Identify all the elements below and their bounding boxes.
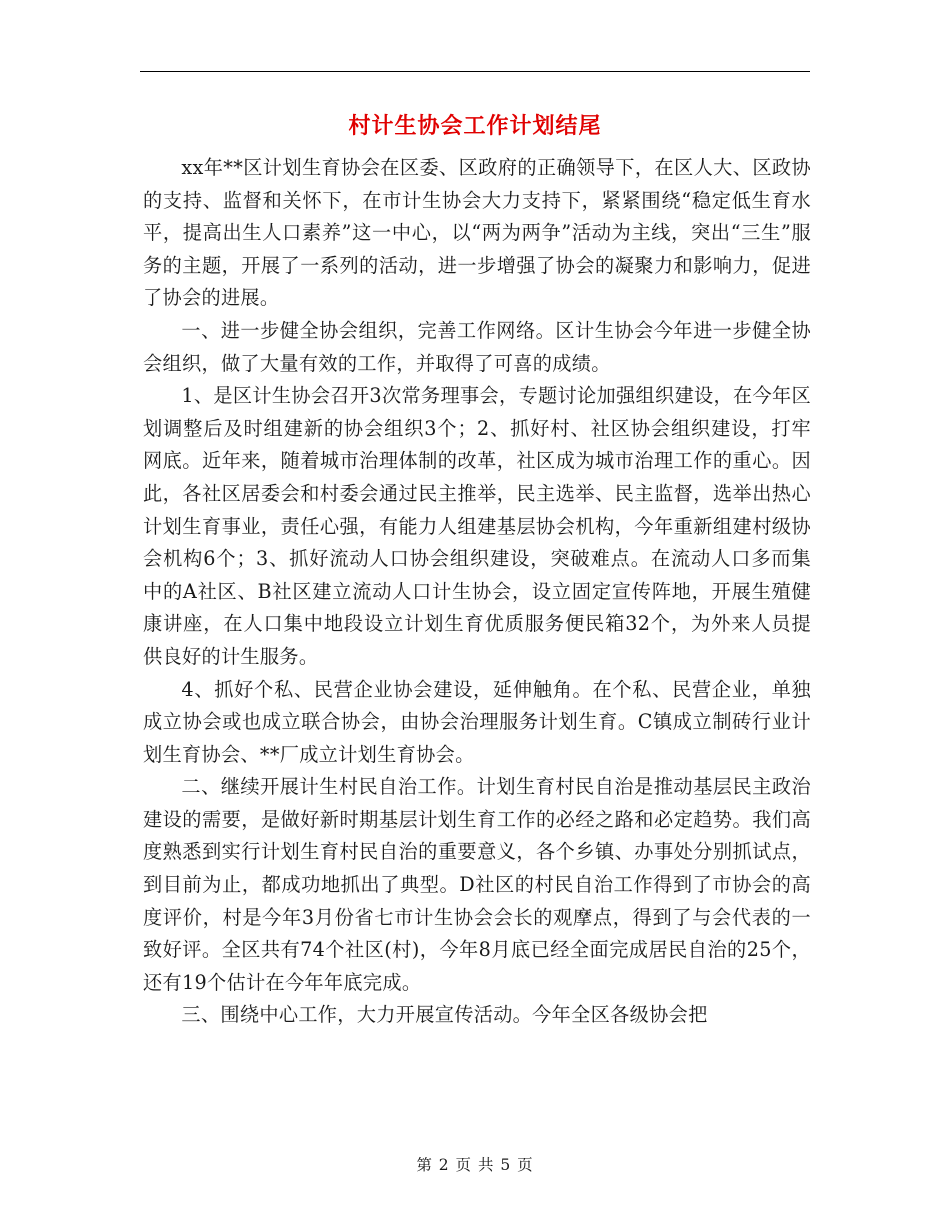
paragraph: xx年**区计划生育协会在区委、区政府的正确领导下，在区人大、区政协的支持、监督和关怀下，在市计生协会大力支持下，紧紧围绕“稳定低生育水平，提高出生人口素养”这一中心，以“两为两争”活动为主线，突出“三生”服务的主题，开展了一系列的活动，进一步增强了协会的凝聚力和影响力，促进了协会的进展。 bbox=[143, 156, 811, 310]
page-number-footer: 第 2 页 共 5 页 bbox=[416, 1156, 534, 1174]
paragraph: 1、是区计生协会召开3次常务理事会，专题讨论加强组织建设，在今年区划调整后及时组建新的协会组织3个；2、抓好村、社区协会组织建设，打牢网底。近年来，随着城市治理体制的改革，社区成为城市治理工作的重心。因此，各社区居委会和村委会通过民主推举，民主选举、民主监督，选举出热心计划生育事业，责任心强，有能力人组建基层协会机构，今年重新组建村级协会机构6个；3、抓好流动人口协会组织建设，突破难点。在流动人口多而集中的A社区、B社区建立流动人口计生协会，设立固定宣传阵地，开展生殖健康讲座，在人口集中地段设立计划生育优质服务便民箱32个，为外来人员提供良好的计生服务。 bbox=[143, 384, 811, 668]
document-title: 村计生协会工作计划结尾 bbox=[348, 113, 602, 139]
paragraph: 三、围绕中心工作，大力开展宣传活动。今年全区各级协会把 bbox=[181, 1003, 708, 1027]
paragraph: 4、抓好个私、民营企业协会建设，延伸触角。在个私、民营企业，单独成立协会或也成立联合协会，由协会治理服务计划生育。C镇成立制砖行业计划生育协会、**厂成立计划生育协会。 bbox=[143, 677, 811, 766]
paragraph: 二、继续开展计生村民自治工作。计划生育村民自治是推动基层民主政治建设的需要，是做好新时期基层计划生育工作的必经之路和必定趋势。我们高度熟悉到实行计划生育村民自治的重要意义，各个乡镇、办事处分别抓试点，到目前为止，都成功地抓出了典型。D社区的村民自治工作得到了市协会的高度评价，村是今年3月份省七市计生协会会长的观摩点，得到了与会代表的一致好评。全区共有74个社区(村)，今年8月底已经全面完成居民自治的25个，还有19个估计在今年年底完成。 bbox=[143, 775, 811, 994]
header-rule bbox=[140, 71, 810, 72]
document-body bbox=[143, 152, 811, 1032]
paragraph: 一、进一步健全协会组织，完善工作网络。区计生协会今年进一步健全协会组织，做了大量有效的工作，并取得了可喜的成绩。 bbox=[143, 318, 811, 375]
